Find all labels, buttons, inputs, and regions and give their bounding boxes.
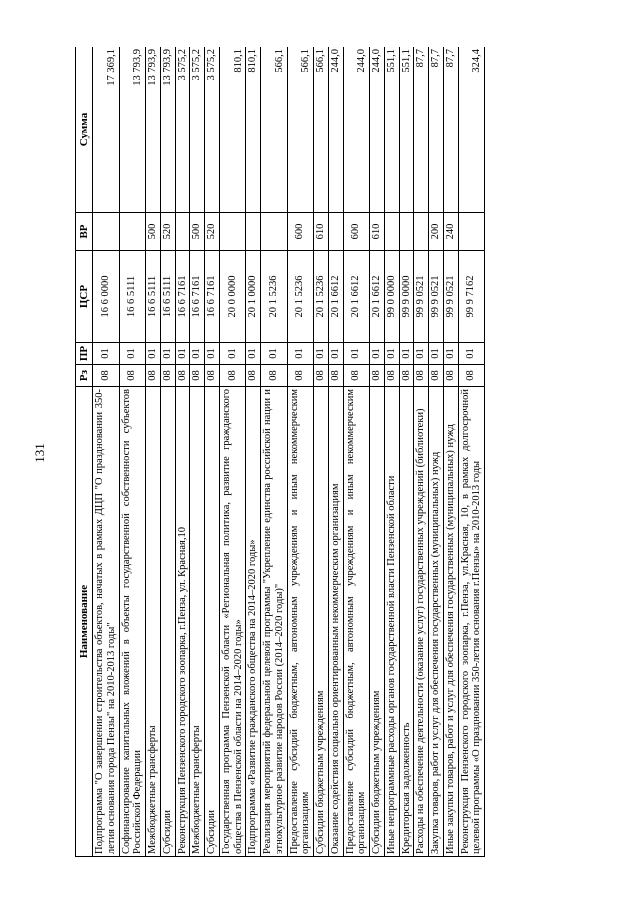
cell-vr [175,213,190,251]
cell-pr: 01 [443,343,458,365]
cell-name: Субсидии [205,387,220,857]
cell-pr: 01 [429,343,444,365]
cell-name: Реконструкция Пензенского городского зоопарка, г.Пенза, ул.Красная, 10, в рамках долгосрочной целевой программы «О праздновании 350-летия основания г.Пензы» на 2010-2013 годы [458,387,485,857]
header-sum: Сумма [76,47,93,213]
cell-rz: 08 [205,365,220,387]
cell-vr [399,213,414,251]
cell-name: Межбюджетные трансферты [190,387,205,857]
cell-rz: 08 [399,365,414,387]
cell-sum: 13 793,9 [146,47,161,213]
cell-rz: 08 [429,365,444,387]
cell-name: Межбюджетные трансферты [146,387,161,857]
cell-pr: 01 [370,343,385,365]
table-header-row [76,47,93,857]
cell-vr [414,213,429,251]
cell-rz: 08 [160,365,175,387]
cell-rz: 08 [219,365,246,387]
cell-pr: 01 [384,343,399,365]
cell-rz: 08 [370,365,385,387]
cell-name: Софинансирование капитальных вложений в объекты государственной собственности субъектов Российской Федерации [119,387,146,857]
cell-pr: 01 [314,343,329,365]
cell-sum: 3 575,2 [175,47,190,213]
table-row [399,47,414,857]
cell-pr: 01 [146,343,161,365]
cell-vr [93,213,120,251]
cell-rz: 08 [287,365,314,387]
cell-vr: 520 [160,213,175,251]
table-row [443,47,458,857]
cell-pr: 01 [414,343,429,365]
cell-name: Иные непрограммные расходы органов государственной власти Пензенской области [384,387,399,857]
cell-sum: 3 575,2 [190,47,205,213]
cell-csr: 99 9 0000 [399,251,414,343]
cell-sum: 810,1 [219,47,246,213]
table-row [93,47,120,857]
table-row [384,47,399,857]
cell-rz: 08 [175,365,190,387]
table-row [261,47,288,857]
rotated-table-container [75,47,605,857]
cell-rz: 08 [119,365,146,387]
cell-name: Субсидии бюджетным учреждениям [370,387,385,857]
cell-csr: 16 6 5111 [160,251,175,343]
cell-csr: 20 1 0000 [246,251,261,343]
table-row [343,47,370,857]
cell-name: Подпрограмма «Развитие гражданского общества на 2014–2020 годы» [246,387,261,857]
table-row [246,47,261,857]
cell-vr [246,213,261,251]
table-row [429,47,444,857]
cell-sum: 566,1 [287,47,314,213]
cell-vr [458,213,485,251]
table-row [458,47,485,857]
cell-vr [328,213,343,251]
cell-name: Государственная программа Пензенской области «Региональная политика, развитие гражданского общества в Пензенской области на 2014–2020 годы» [219,387,246,857]
header-csr: ЦСР [76,251,93,343]
cell-name: Закупка товаров, работ и услуг для обеспечения государственных (муниципальных) нужд [429,387,444,857]
table-row [146,47,161,857]
cell-csr: 20 1 6612 [328,251,343,343]
cell-pr: 01 [343,343,370,365]
cell-vr: 600 [343,213,370,251]
cell-sum: 566,1 [314,47,329,213]
cell-sum: 551,1 [384,47,399,213]
budget-table [75,47,485,857]
cell-pr: 01 [205,343,220,365]
cell-pr: 01 [328,343,343,365]
cell-csr: 16 6 7161 [205,251,220,343]
cell-vr: 520 [205,213,220,251]
cell-pr: 01 [399,343,414,365]
cell-sum: 13 793,9 [160,47,175,213]
cell-vr: 600 [287,213,314,251]
cell-sum: 244,0 [328,47,343,213]
cell-csr: 99 0 0000 [384,251,399,343]
cell-sum: 13 793,9 [119,47,146,213]
cell-pr: 01 [219,343,246,365]
cell-vr: 610 [370,213,385,251]
cell-csr: 16 6 5111 [146,251,161,343]
cell-csr: 20 1 5236 [314,251,329,343]
rotated-table-inner [75,47,605,857]
table-row [219,47,246,857]
cell-sum: 87,7 [443,47,458,213]
cell-sum: 87,7 [414,47,429,213]
cell-rz: 08 [414,365,429,387]
table-row [370,47,385,857]
cell-rz: 08 [458,365,485,387]
cell-rz: 08 [261,365,288,387]
cell-rz: 08 [384,365,399,387]
cell-csr: 20 1 6612 [370,251,385,343]
cell-vr: 500 [146,213,161,251]
table-row [414,47,429,857]
cell-name: Предоставление субсидий бюджетным, автономным учреждениям и иным некоммерческим организациям [343,387,370,857]
cell-rz: 08 [246,365,261,387]
cell-csr: 20 1 5236 [261,251,288,343]
cell-vr [219,213,246,251]
cell-name: Субсидии [160,387,175,857]
table-row [328,47,343,857]
cell-name: Иные закупки товаров, работ и услуг для обеспечения государственных (муниципальных) нужд [443,387,458,857]
cell-csr: 20 1 6612 [343,251,370,343]
cell-name: Расходы на обеспечение деятельности (оказание услуг) государственных учреждений (библиотеки) [414,387,429,857]
cell-sum: 17 369,1 [93,47,120,213]
cell-vr: 200 [429,213,444,251]
header-name: Наименование [76,387,93,857]
cell-name: Кредиторская задолженность [399,387,414,857]
cell-vr: 500 [190,213,205,251]
header-vr: ВР [76,213,93,251]
cell-name: Реализация мероприятий федеральной целевой программы "Укрепление единства российской нации и этнокультурное развитие народов России (2014–2020 годы)" [261,387,288,857]
cell-rz: 08 [343,365,370,387]
cell-name: Реконструкция Пензенского городского зоопарка, г.Пенза, ул. Красная,10 [175,387,190,857]
cell-csr: 16 6 0000 [93,251,120,343]
cell-sum: 551,1 [399,47,414,213]
cell-pr: 01 [287,343,314,365]
cell-sum: 87,7 [429,47,444,213]
cell-csr: 16 6 5111 [119,251,146,343]
cell-pr: 01 [175,343,190,365]
cell-csr: 16 6 7161 [190,251,205,343]
header-rz: Рз [76,365,93,387]
cell-pr: 01 [160,343,175,365]
cell-pr: 01 [119,343,146,365]
cell-rz: 08 [93,365,120,387]
table-row [119,47,146,857]
cell-csr: 16 6 7161 [175,251,190,343]
cell-rz: 08 [443,365,458,387]
header-pr: ПР [76,343,93,365]
cell-name: Субсидии бюджетным учреждениям [314,387,329,857]
cell-vr [119,213,146,251]
cell-sum: 324,4 [458,47,485,213]
cell-csr: 20 0 0000 [219,251,246,343]
cell-sum: 3 575,2 [205,47,220,213]
cell-name: Предоставление субсидий бюджетным, автономным учреждениям и иным некоммерческим организациям [287,387,314,857]
cell-csr: 99 9 7162 [458,251,485,343]
cell-name: Оказание содействия социально ориентированным некоммерческим организациям [328,387,343,857]
cell-rz: 08 [328,365,343,387]
cell-csr: 99 9 0521 [414,251,429,343]
cell-csr: 20 1 5236 [287,251,314,343]
table-row [287,47,314,857]
cell-name: Подпрограмма "О завершении строительства объектов, начатых в рамках ДЦП "О праздновании 350-летия основания города Пензы" на 2010-2013 годы" [93,387,120,857]
cell-csr: 99 9 0521 [443,251,458,343]
cell-pr: 01 [93,343,120,365]
cell-rz: 08 [190,365,205,387]
cell-rz: 08 [146,365,161,387]
cell-sum: 244,0 [343,47,370,213]
cell-vr: 610 [314,213,329,251]
cell-rz: 08 [314,365,329,387]
page-number: 131 [32,443,47,463]
cell-pr: 01 [261,343,288,365]
table-body [93,47,485,857]
table-row [175,47,190,857]
table-row [205,47,220,857]
table-row [160,47,175,857]
cell-vr: 240 [443,213,458,251]
cell-pr: 01 [458,343,485,365]
cell-vr [261,213,288,251]
cell-sum: 810,1 [246,47,261,213]
table-row [190,47,205,857]
cell-pr: 01 [190,343,205,365]
cell-pr: 01 [246,343,261,365]
table-row [314,47,329,857]
cell-vr [384,213,399,251]
cell-csr: 99 9 0521 [429,251,444,343]
cell-sum: 566,1 [261,47,288,213]
cell-sum: 244,0 [370,47,385,213]
